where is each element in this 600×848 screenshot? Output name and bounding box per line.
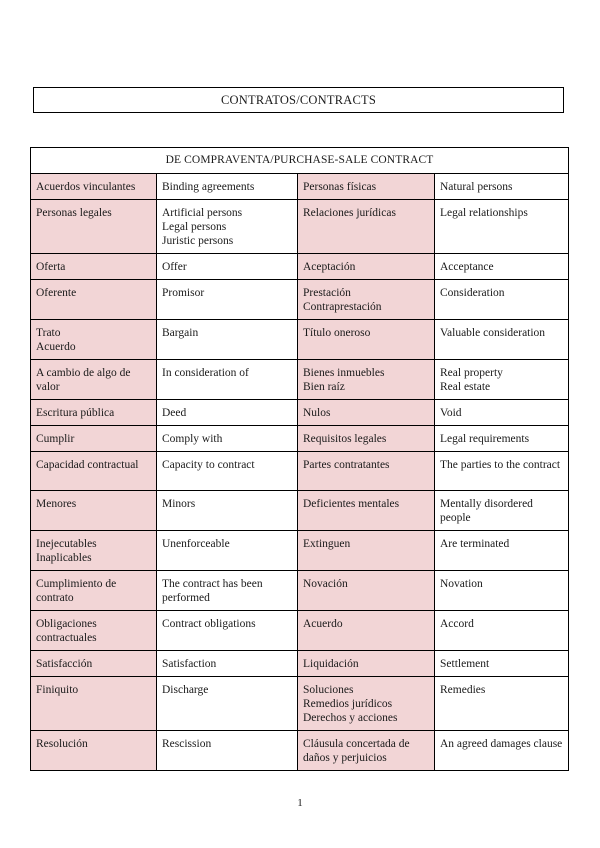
term-es: Personas físicas	[303, 181, 377, 193]
term-en-cell	[157, 174, 298, 200]
term-es-cell	[31, 200, 157, 254]
term-en: Capacity to contract	[162, 459, 255, 471]
term-en-cell	[157, 452, 298, 491]
term-en-cell	[157, 611, 298, 651]
term-es: Finiquito	[36, 684, 79, 696]
term-es: Acuerdo	[303, 618, 343, 630]
table-row	[31, 677, 569, 731]
table-row	[31, 651, 569, 677]
term-en-cell	[435, 320, 569, 360]
term-en: Deed	[162, 407, 187, 419]
term-en-cell	[435, 452, 569, 491]
term-es: Inaplicables	[36, 552, 92, 564]
term-en: Bargain	[162, 327, 199, 339]
term-en: Rescission	[162, 738, 212, 750]
table-row	[31, 360, 569, 400]
term-es-cell	[298, 651, 435, 677]
term-en-cell	[157, 571, 298, 611]
term-es: Oferente	[36, 287, 77, 299]
term-es: Contraprestación	[303, 301, 382, 313]
term-en: Juristic persons	[162, 235, 234, 247]
term-en-cell	[157, 531, 298, 571]
term-es-cell	[31, 571, 157, 611]
term-en-cell	[435, 400, 569, 426]
term-es: Prestación	[303, 287, 351, 299]
term-es-cell	[31, 677, 157, 731]
term-en-cell	[435, 677, 569, 731]
term-en: Legal relationships	[440, 207, 528, 219]
term-es: Soluciones	[303, 684, 354, 696]
term-es: Deficientes mentales	[303, 498, 400, 510]
term-en: Legal persons	[162, 221, 227, 233]
term-es-cell	[31, 360, 157, 400]
table-header: DE COMPRAVENTA/PURCHASE-SALE CONTRACT	[31, 148, 569, 174]
term-es-cell	[298, 320, 435, 360]
table-header-row	[31, 148, 569, 174]
term-es: Satisfacción	[36, 658, 93, 670]
term-en-cell	[157, 280, 298, 320]
term-en: Minors	[162, 498, 196, 510]
term-es-cell	[298, 611, 435, 651]
term-es-cell	[31, 452, 157, 491]
term-es: Relaciones jurídicas	[303, 207, 396, 219]
term-es-cell	[31, 254, 157, 280]
term-es: Bien raíz	[303, 381, 345, 393]
term-es-cell	[298, 531, 435, 571]
term-en: Acceptance	[440, 261, 494, 273]
term-en: Comply with	[162, 433, 223, 445]
term-en: Discharge	[162, 684, 209, 696]
table-row	[31, 200, 569, 254]
term-en-cell	[435, 731, 569, 771]
term-en: Accord	[440, 618, 474, 630]
term-en: The contract has been performed	[162, 578, 263, 604]
term-en-cell	[157, 400, 298, 426]
term-es: Requisitos legales	[303, 433, 387, 445]
term-en-cell	[157, 651, 298, 677]
term-en: An agreed damages clause	[440, 738, 563, 750]
term-es: Resolución	[36, 738, 88, 750]
document-title: CONTRATOS/CONTRACTS	[33, 87, 564, 113]
term-es: Cláusula concertada de daños y perjuicios	[303, 738, 410, 764]
term-en: Consideration	[440, 287, 505, 299]
term-es-cell	[298, 400, 435, 426]
term-es-cell	[298, 254, 435, 280]
term-en-cell	[157, 200, 298, 254]
term-es-cell	[31, 491, 157, 531]
term-es-cell	[31, 320, 157, 360]
term-en-cell	[435, 571, 569, 611]
term-es-cell	[31, 731, 157, 771]
term-es: Trato	[36, 327, 61, 339]
term-en-cell	[157, 677, 298, 731]
term-es: Bienes inmuebles	[303, 367, 385, 379]
term-en: Satisfaction	[162, 658, 217, 670]
term-es: Acuerdo	[36, 341, 76, 353]
term-en: Valuable consideration	[440, 327, 546, 339]
term-es: Nulos	[303, 407, 331, 419]
table-row	[31, 571, 569, 611]
term-en: Real property	[440, 367, 503, 379]
table-row	[31, 400, 569, 426]
term-en: In consideration of	[162, 367, 249, 379]
term-en: Natural persons	[440, 181, 513, 193]
term-es-cell	[31, 651, 157, 677]
term-es: Oferta	[36, 261, 66, 273]
term-es-cell	[298, 677, 435, 731]
term-en-cell	[435, 611, 569, 651]
term-es: Inejecutables	[36, 538, 97, 550]
term-es-cell	[31, 174, 157, 200]
term-en-cell	[435, 491, 569, 531]
term-en-cell	[435, 531, 569, 571]
table-row	[31, 254, 569, 280]
term-en-cell	[157, 426, 298, 452]
term-en-cell	[435, 254, 569, 280]
term-en: Real estate	[440, 381, 491, 393]
term-en-cell	[435, 651, 569, 677]
term-en: Legal requirements	[440, 433, 530, 445]
term-es: Derechos y acciones	[303, 712, 398, 724]
term-en-cell	[435, 360, 569, 400]
term-es-cell	[298, 452, 435, 491]
term-es: Partes contratantes	[303, 459, 390, 471]
term-en-cell	[157, 731, 298, 771]
term-en-cell	[435, 426, 569, 452]
term-es: Capacidad contractual	[36, 459, 139, 471]
term-es: Cumplir	[36, 433, 75, 445]
term-en: Remedies	[440, 684, 486, 696]
term-es-cell	[31, 531, 157, 571]
term-en-cell	[435, 200, 569, 254]
term-en-cell	[157, 254, 298, 280]
term-en-cell	[157, 320, 298, 360]
term-en-cell	[157, 491, 298, 531]
term-es: Escritura pública	[36, 407, 115, 419]
term-en: Promisor	[162, 287, 205, 299]
term-es: Extinguen	[303, 538, 351, 550]
table-row	[31, 491, 569, 531]
term-es-cell	[31, 611, 157, 651]
term-es: Aceptación	[303, 261, 356, 273]
table-row	[31, 320, 569, 360]
term-en: Unenforceable	[162, 538, 230, 550]
table-row	[31, 174, 569, 200]
term-en: Artificial persons	[162, 207, 243, 219]
table-row	[31, 452, 569, 491]
glossary-table	[30, 147, 569, 771]
term-en: Void	[440, 407, 462, 419]
term-en-cell	[435, 174, 569, 200]
term-en: Contract obligations	[162, 618, 256, 630]
term-es-cell	[298, 731, 435, 771]
term-es: A cambio de algo de valor	[36, 367, 131, 393]
term-es-cell	[298, 491, 435, 531]
table-row	[31, 426, 569, 452]
term-es: Menores	[36, 498, 77, 510]
term-en: The parties to the contract	[440, 459, 561, 471]
table-row	[31, 531, 569, 571]
term-en-cell	[157, 360, 298, 400]
term-es-cell	[298, 360, 435, 400]
term-en: Are terminated	[440, 538, 510, 550]
term-es: Acuerdos vinculantes	[36, 181, 136, 193]
term-es: Remedios jurídicos	[303, 698, 393, 710]
term-es: Obligaciones contractuales	[36, 618, 97, 644]
term-en-cell	[435, 280, 569, 320]
term-es-cell	[31, 426, 157, 452]
term-es: Personas legales	[36, 207, 112, 219]
term-es: Título oneroso	[303, 327, 371, 339]
term-es-cell	[298, 200, 435, 254]
term-es: Novación	[303, 578, 348, 590]
table-row	[31, 731, 569, 771]
term-es-cell	[298, 280, 435, 320]
page-number: 1	[297, 797, 303, 809]
term-es-cell	[298, 174, 435, 200]
table-row	[31, 280, 569, 320]
term-es: Cumplimiento de contrato	[36, 578, 117, 604]
term-es: Liquidación	[303, 658, 359, 670]
term-en: Binding agreements	[162, 181, 255, 193]
term-en: Novation	[440, 578, 483, 590]
table-row	[31, 611, 569, 651]
term-es-cell	[31, 400, 157, 426]
term-es-cell	[298, 426, 435, 452]
term-es-cell	[298, 571, 435, 611]
term-en: Mentally disordered people	[440, 498, 533, 524]
term-es-cell	[31, 280, 157, 320]
term-en: Offer	[162, 261, 187, 273]
term-en: Settlement	[440, 658, 490, 670]
